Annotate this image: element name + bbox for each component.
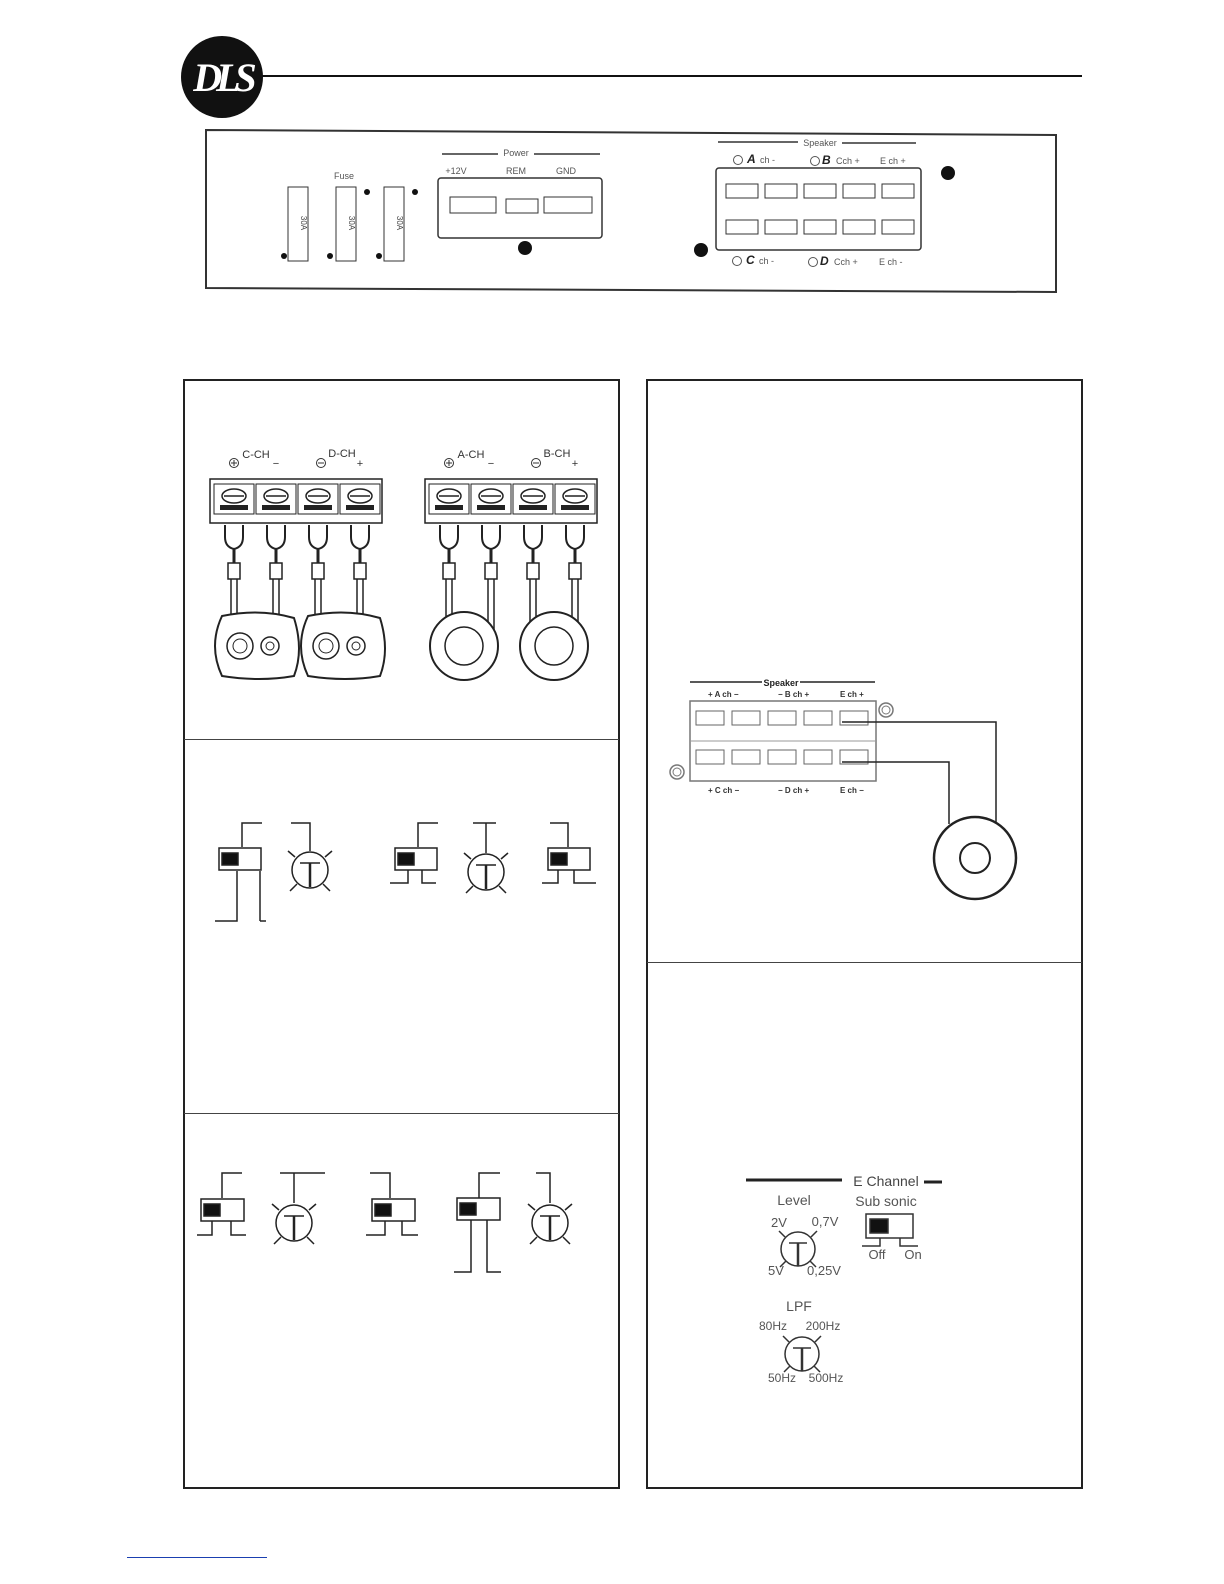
lpf-mark-80hz: 80Hz: [758, 1319, 788, 1333]
e-top-label-b: − B ch +: [778, 690, 810, 699]
brand-logo: [181, 36, 263, 118]
a-ch-minus: −: [487, 458, 495, 470]
power-terminal-12v: +12V: [445, 166, 467, 176]
d-ch-plus: +: [356, 458, 364, 470]
left-divider-2: [184, 1113, 619, 1114]
e-top-label-e: E ch +: [840, 690, 864, 699]
panel-c-text: ch -: [759, 256, 775, 266]
fuse-rating-3: 30A: [395, 215, 404, 231]
b-ch-label: B-CH: [543, 448, 571, 460]
level-mark-025v: 0,25V: [807, 1263, 841, 1278]
level-mark-07v: 0,7V: [811, 1214, 839, 1229]
e-channel-controls-diagram: [740, 1168, 960, 1398]
e-channel-title: E Channel: [853, 1173, 919, 1189]
fuse-rating-1: 30A: [299, 215, 308, 231]
b-ch-plus: +: [571, 458, 579, 470]
panel-c-letter: C: [746, 253, 755, 267]
panel-d-letter: D: [820, 254, 829, 268]
level-mark-2v: 2V: [771, 1215, 787, 1230]
footer-link-rule: [127, 1557, 267, 1558]
subsonic-label: Sub sonic: [855, 1193, 917, 1209]
level-label: Level: [777, 1192, 811, 1208]
header-rule: [262, 75, 1082, 77]
panel-e-minus-text: E ch -: [879, 257, 903, 267]
lpf-mark-50hz: 50Hz: [767, 1371, 797, 1385]
left-divider-1: [184, 739, 619, 740]
lpf-label: LPF: [786, 1298, 812, 1314]
power-terminal-rem: REM: [506, 166, 526, 176]
switch-settings-row-2: [190, 1165, 610, 1280]
a-ch-label: A-CH: [457, 449, 485, 461]
c-ch-label: C-CH: [242, 449, 270, 461]
lpf-mark-500hz: 500Hz: [808, 1371, 844, 1385]
panel-d-text: Cch +: [834, 257, 858, 267]
e-top-label-a: + A ch −: [708, 690, 739, 699]
amplifier-panel-diagram: [200, 125, 1064, 300]
logo-text: DLS: [193, 54, 251, 100]
level-mark-5v: 5V: [768, 1263, 784, 1278]
subsonic-off-label: Off: [868, 1247, 886, 1262]
panel-a-text: ch -: [760, 155, 776, 165]
four-channel-wiring-diagram: [200, 440, 610, 690]
e-bottom-label-d: − D ch +: [778, 786, 810, 795]
panel-b-text: Cch +: [836, 156, 860, 166]
subsonic-on-label: On: [904, 1247, 922, 1262]
panel-b-letter: B: [822, 153, 831, 167]
power-terminal-gnd: GND: [556, 166, 576, 176]
e-channel-wiring-diagram: [660, 672, 1060, 902]
e-speaker-label: Speaker: [763, 678, 799, 688]
e-bottom-label-e: E ch −: [840, 786, 864, 795]
speaker-label: Speaker: [803, 138, 837, 148]
fuse-rating-2: 30A: [347, 215, 356, 231]
d-ch-label: D-CH: [328, 448, 356, 460]
switch-settings-row-1: [190, 815, 610, 930]
power-label: Power: [503, 148, 529, 158]
right-divider: [647, 962, 1082, 963]
fuse-label: Fuse: [333, 171, 355, 181]
lpf-mark-200hz: 200Hz: [805, 1319, 841, 1333]
c-ch-minus: −: [272, 458, 280, 470]
e-bottom-label-c: + C ch −: [708, 786, 740, 795]
panel-a-letter: A: [747, 152, 756, 166]
panel-e-plus-text: E ch +: [880, 156, 906, 166]
